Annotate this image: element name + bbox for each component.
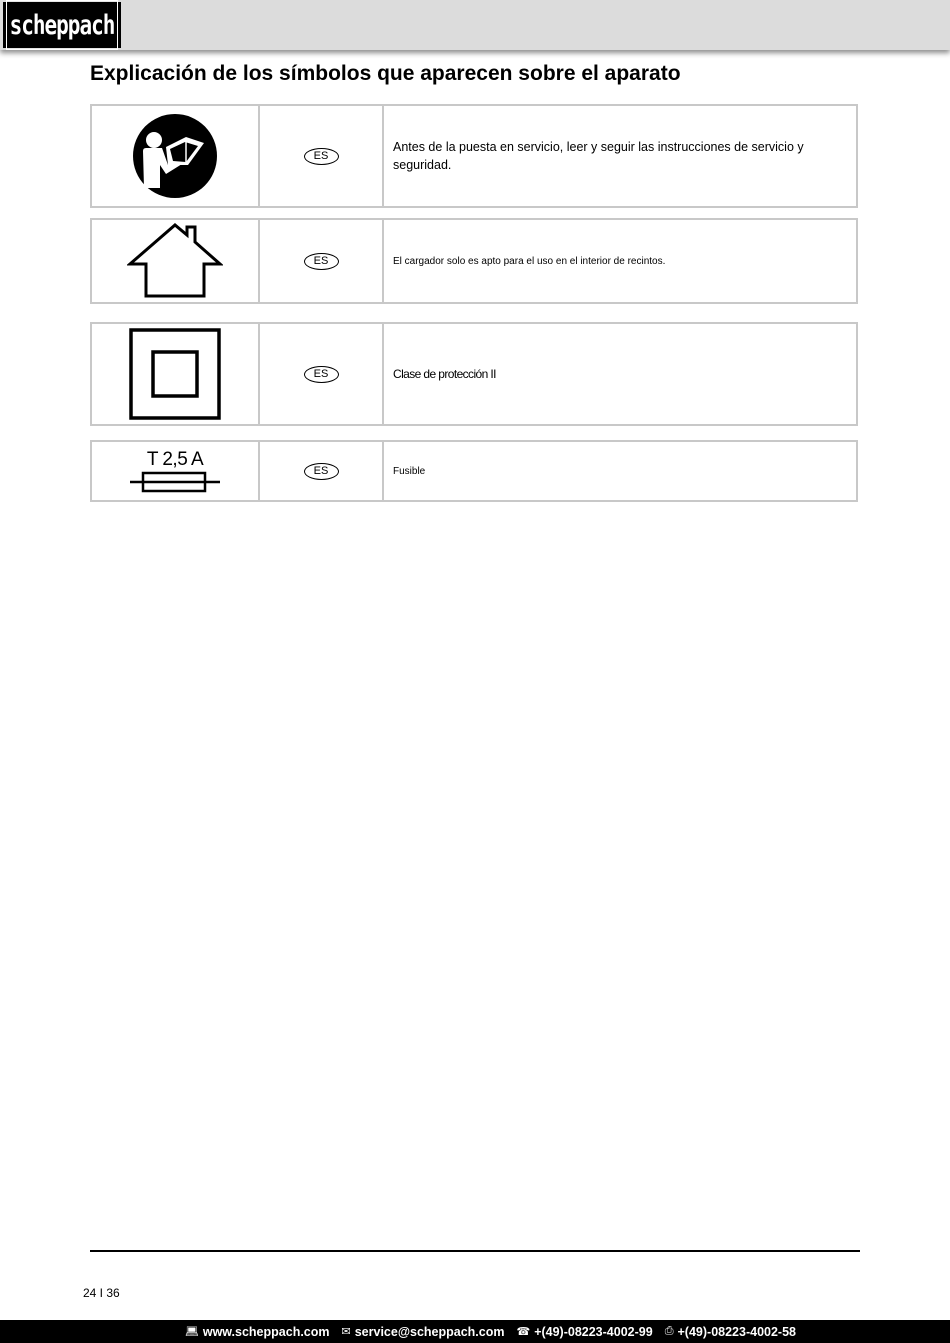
symbol-row <box>90 218 858 304</box>
fuse-rating-label: T 2,5 A <box>146 449 204 470</box>
symbol-description: Antes de la puesta en servicio, leer y seguir las instrucciones de servicio y seguridad. <box>393 140 804 172</box>
read-manual-icon <box>132 113 218 199</box>
symbol-icon-cell <box>92 106 260 206</box>
laptop-icon: 💻︎ <box>184 1326 199 1338</box>
symbol-description: El cargador solo es apto para el uso en el interior de recintos. <box>393 255 666 267</box>
footer-website[interactable] <box>185 1325 330 1339</box>
fax-number: +(49)-08223-4002-58 <box>677 1324 796 1339</box>
language-cell <box>260 220 384 302</box>
symbol-description-cell <box>384 324 856 424</box>
symbol-description: Fusible <box>393 465 426 477</box>
symbol-row <box>90 440 858 502</box>
website-link[interactable]: www.scheppach.com <box>202 1324 330 1339</box>
page-title: Explicación de los símbolos que aparecen sobre el aparato <box>90 62 681 85</box>
symbol-icon-cell <box>92 220 260 302</box>
language-cell <box>260 324 384 424</box>
indoor-use-house-icon <box>127 223 223 299</box>
language-badge: ES <box>304 253 339 270</box>
footer-contact-bar <box>0 1320 950 1343</box>
footer-email[interactable] <box>342 1325 505 1339</box>
brand-logo-text: scheppach <box>6 0 118 50</box>
footer-divider <box>90 1250 860 1252</box>
phone-icon: ☎︎ <box>516 1326 531 1338</box>
symbol-row <box>90 322 858 426</box>
symbol-icon-cell <box>92 324 260 424</box>
language-cell <box>260 442 384 500</box>
fax-icon: ⎙ <box>664 1325 674 1337</box>
email-link[interactable]: service@scheppach.com <box>354 1324 505 1339</box>
brand-logo <box>3 2 121 48</box>
language-badge: ES <box>304 366 339 383</box>
symbol-description-cell <box>384 220 856 302</box>
language-badge: ES <box>304 148 339 165</box>
symbol-row <box>90 104 858 208</box>
symbol-description-cell <box>384 106 856 206</box>
symbol-icon-cell <box>92 442 260 500</box>
protection-class-ii-icon <box>129 328 221 420</box>
symbol-description: Clase de protección II <box>393 367 496 381</box>
language-cell <box>260 106 384 206</box>
language-badge: ES <box>304 463 339 480</box>
symbol-description-cell <box>384 442 856 500</box>
envelope-icon: ✉︎ <box>341 1326 351 1338</box>
footer-fax <box>665 1325 796 1339</box>
phone-number: +(49)-08223-4002-99 <box>534 1324 653 1339</box>
footer-phone <box>516 1325 652 1339</box>
fuse-icon <box>129 470 221 494</box>
header-bar <box>0 0 950 50</box>
page-number: 24 I 36 <box>83 1286 120 1300</box>
